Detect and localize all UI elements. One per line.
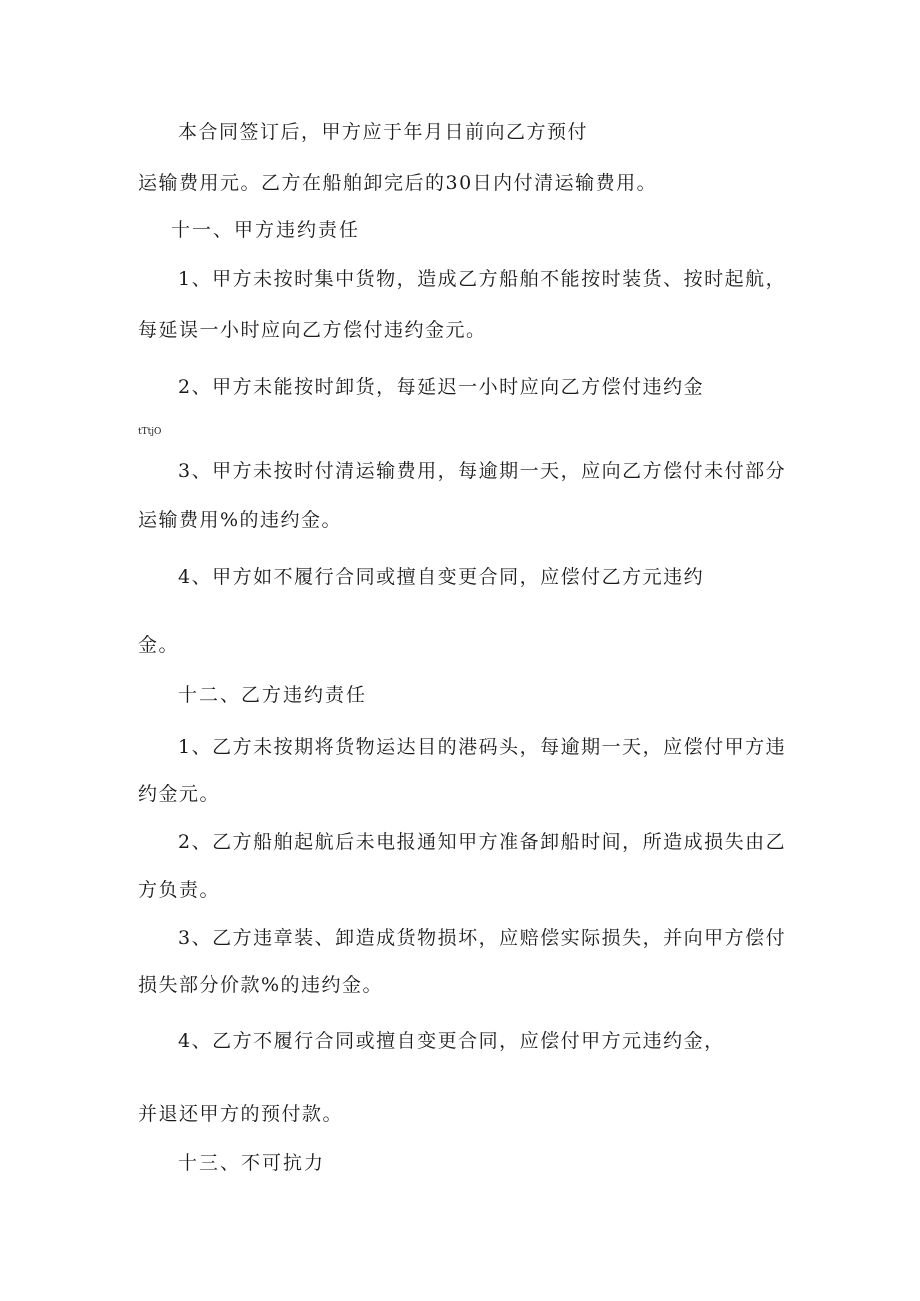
paragraph-line: 2、乙方船舶起航后未电报通知甲方准备卸船时间，所造成损失由乙 [178, 831, 787, 853]
paragraph-line: 每延误一小时应向乙方偿付违约金元。 [138, 319, 487, 341]
paragraph-line: 并退还甲方的预付款。 [138, 1103, 344, 1125]
paragraph-line: 方负责。 [138, 879, 221, 901]
paragraph-line: 本合同签订后，甲方应于年月日前向乙方预付 [178, 121, 589, 143]
paragraph-line: 2、甲方未能按时卸货，每延迟一小时应向乙方偿付违约金 [178, 376, 705, 398]
paragraph-line: 3、乙方违章装、卸造成货物损坏，应赔偿实际损失，并向甲方偿付 [178, 927, 787, 949]
paragraph-line: 运输费用%的违约金。 [138, 509, 343, 531]
stray-mark-text: tTtjO [138, 427, 162, 437]
paragraph-line: 运输费用元。乙方在船舶卸完后的30日内付清运输费用。 [138, 172, 658, 194]
section-heading: 十二、乙方违约责任 [178, 684, 368, 706]
paragraph-line: 金。 [138, 634, 180, 656]
paragraph-line: 约金元。 [138, 783, 221, 805]
paragraph-line: 3、甲方未按时付清运输费用，每逾期一天，应向乙方偿付未付部分 [178, 460, 787, 482]
paragraph-line: 4、乙方不履行合同或擅自变更合同，应偿付甲方元违约金， [178, 1030, 725, 1052]
paragraph-line: 1、乙方未按期将货物运达目的港码头，每逾期一天，应偿付甲方违 [178, 736, 787, 758]
paragraph-line: 损失部分价款%的违约金。 [138, 974, 384, 996]
section-heading: 十三、不可抗力 [178, 1152, 326, 1174]
paragraph-line: 4、甲方如不履行合同或擅自变更合同，应偿付乙方元违约 [178, 566, 705, 588]
section-heading: 十一、甲方违约责任 [171, 219, 361, 241]
paragraph-line: 1、甲方未按时集中货物，造成乙方船舶不能按时装货、按时起航， [178, 268, 787, 290]
